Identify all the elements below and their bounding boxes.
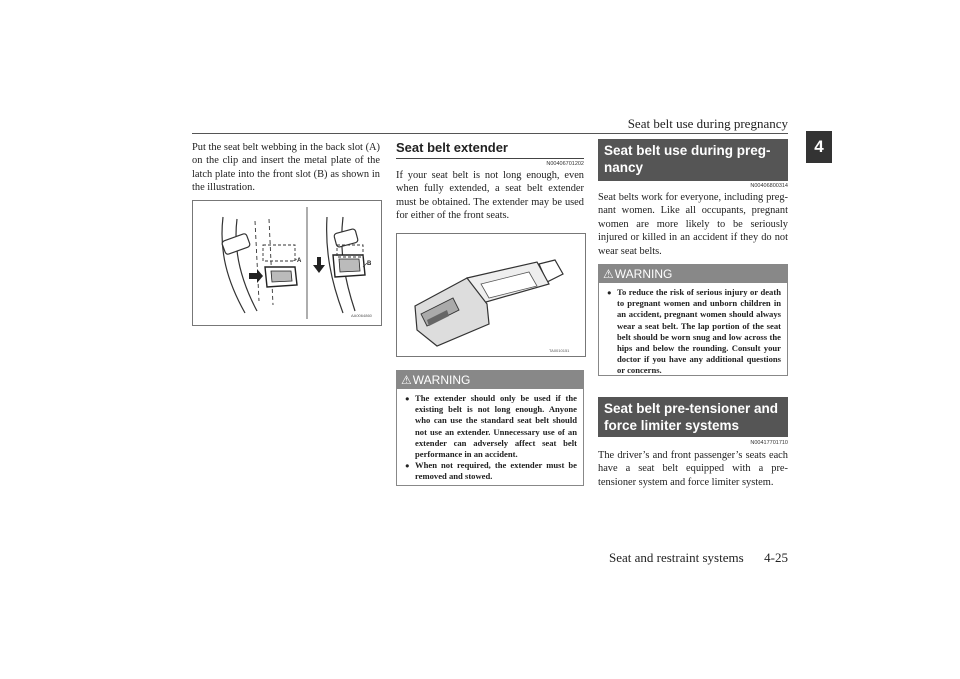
warning-item: ● When not required, the extender must be removed and stowed.: [405, 460, 577, 482]
clip-diagram-drawing: [193, 201, 381, 325]
extender-figure-code: TA0010151: [549, 348, 570, 353]
warning-list: [599, 283, 787, 381]
label-b: B: [367, 261, 372, 267]
warning-item: ● To reduce the risk of serious injury or death to pregnant women and unborn children in an accident, pregnant women should always wear a seat belt. The lap portion of the seat belt should be worn snug and low across the hips and below the rounding. Consult your doctor if you have any additional questions or concerns.: [607, 287, 781, 377]
warning-triangle-icon: ⚠: [401, 373, 412, 387]
pregnancy-section-code: N00406800314: [750, 183, 788, 189]
warning-header: [397, 371, 583, 389]
page-footer: [609, 550, 788, 566]
label-a: A: [297, 258, 302, 264]
pretensioner-paragraph: The driver’s and front passenger’s seats each have a seat belt equipped with a pre-tensioner system and force limiter system.: [598, 450, 788, 488]
pretensioner-heading: Seat belt pre-tensioner and force limiter systems: [598, 397, 788, 437]
seat-belt-extender-heading: Seat belt extender: [396, 140, 584, 159]
extender-section-code: N00406701202: [546, 161, 584, 167]
seat-belt-clip-illustration: [192, 200, 382, 326]
seat-belt-extender-illustration: [396, 233, 586, 357]
page-number: 4-25: [764, 550, 788, 565]
footer-section-name: Seat and restraint systems: [608, 550, 744, 565]
figure-code: AA0064860: [351, 313, 372, 318]
pregnancy-heading: Seat belt use during preg-nancy: [598, 139, 788, 181]
pregnancy-warning-box: [598, 264, 788, 376]
extender-drawing: [397, 234, 585, 356]
warning-title: WARNING: [412, 373, 471, 387]
warning-item: ● The extender should only be used if the existing belt is not long enough. Anyone who can use the standard seat belt should not use an extender. Unnecessary use of an extender can adversely affect seat belt performance in an accident.: [405, 393, 577, 460]
warning-title: WARNING: [614, 267, 673, 281]
header-divider: [192, 133, 788, 134]
extender-paragraph: If your seat belt is not long enough, even when fully extended, a seat belt extender must be obtained. The extender may be used for either of the front seats.: [396, 170, 584, 222]
warning-header: [599, 265, 787, 283]
extender-warning-box: [396, 370, 584, 486]
warning-triangle-icon: ⚠: [603, 267, 614, 281]
pretensioner-section-code: N00417701710: [750, 440, 788, 446]
intro-paragraph: Put the seat belt webbing in the back slot (A) on the clip and insert the metal plate of the latch plate into the front slot (B) as shown in the illustration.: [192, 142, 380, 194]
page-header-title: Seat belt use during pregnancy: [627, 116, 788, 131]
chapter-tab: 4: [806, 131, 832, 163]
warning-list: [397, 389, 583, 487]
pregnancy-paragraph: Seat belts work for everyone, including preg-nant women. Like all occupants, pregnant women are more likely to be seriously injured or killed in an accident if they do not wear seat belts.: [598, 192, 788, 257]
